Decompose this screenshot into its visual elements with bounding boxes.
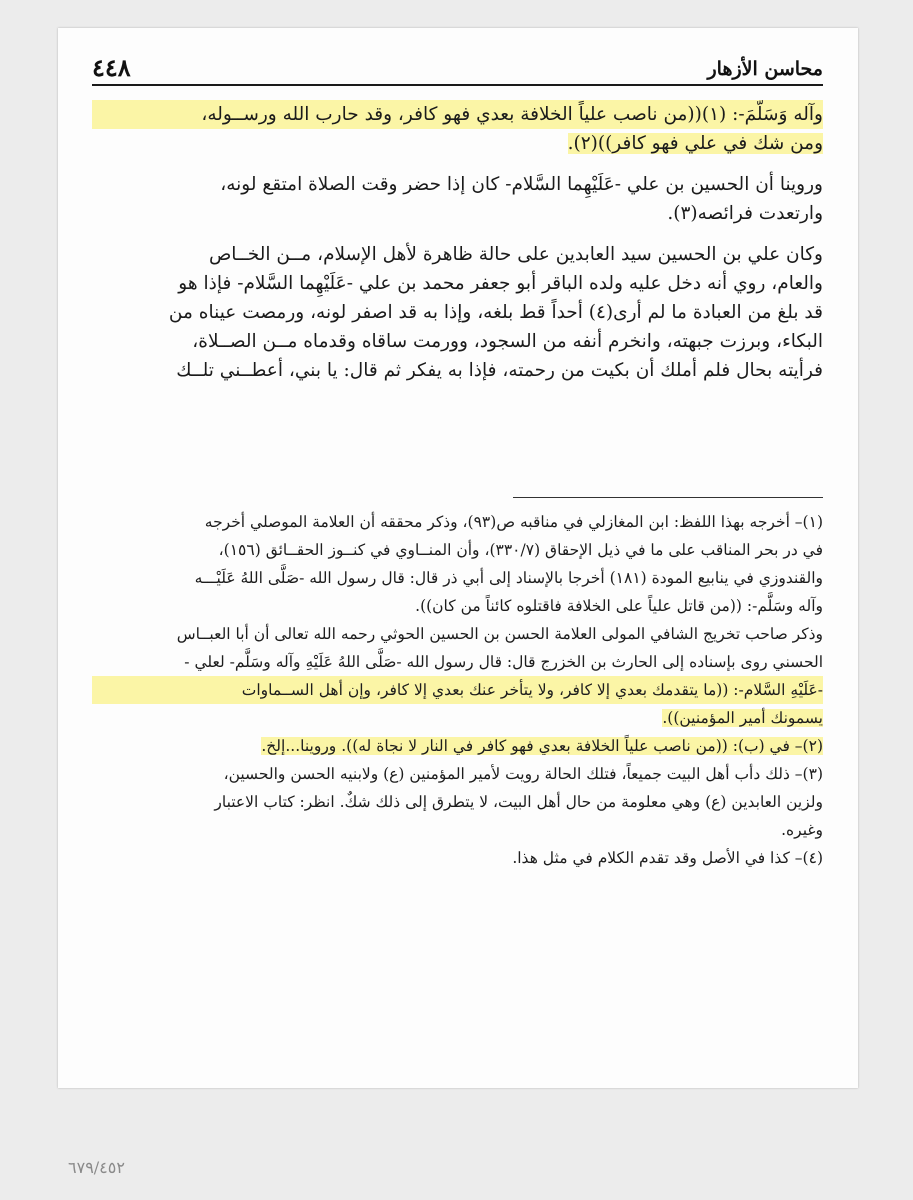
footnote-line-12: وغيره. (781, 821, 823, 839)
footnote-line-11: ولزين العابدين (ع) وهي معلومة من حال أهل البيت، لا يتطرق إلى ذلك شكٌ. انظر: كتاب الاعتبار (214, 793, 823, 811)
footnote-line-8 (92, 704, 823, 732)
body-line-3: وروينا أن الحسين بن علي -عَلَيْهِما السَّلام- كان إذا حضر وقت الصلاة امتقع لونه، (220, 174, 823, 195)
footnote-line-5: وذكر صاحب تخريج الشافي المولى العلامة الحسن بن الحسين الحوثي رحمه الله تعالى أن أبا العبــاس (176, 625, 823, 643)
body-line-2-text: ومن شك في علي فهو كافر))(٢). (567, 133, 823, 154)
footnote-line-2: في در بحر المناقب على ما في ذيل الإحقاق (٣٣٠/٧)، وأن المنــاوي في كنــوز الحقــائق (١٥٦)، (218, 541, 823, 559)
footnote-line-9-text: (٢)– في (ب): ((من ناصب علياً الخلافة بعدي فهو كافر في النار لا نجاة له)). وروينا...إلخ. (261, 737, 823, 755)
page-header (92, 50, 823, 86)
body-line-2 (92, 129, 823, 158)
footnote-line-3: والقندوزي في ينابيع المودة (١٨١) أخرجا بالإسناد إلى أبي ذر قال: قال رسول الله -صَلَّى اللهُ عَلَيْـــه (194, 569, 823, 587)
page-counter: ٦٧٩/٤٥٢ (68, 1158, 125, 1177)
main-text (92, 100, 823, 385)
footnote-line-4: وآله وسَلَّم-: ((من قاتل علياً على الخلافة فاقتلوه كائناً من كان)). (415, 597, 823, 615)
footnote-line-13: (٤)– كذا في الأصل وقد تقدم الكلام في مثل هذا. (512, 849, 823, 867)
body-line-7: قد بلغ من العبادة ما لم أرى(٤) أحداً قط بلغه، وإذا به قد اصفر لونه، ورمصت عيناه من (168, 302, 823, 323)
footnote-separator (513, 497, 823, 498)
footnote-line-10: (٣)– ذلك دأب أهل البيت جميعاً، فتلك الحالة رويت لأمير المؤمنين (ع) ولابنيه الحسن والحسين، (223, 765, 823, 783)
body-line-6: والعام، روي أنه دخل عليه ولده الباقر أبو جعفر محمد بن علي -عَلَيْهِما السَّلام- فإذا هو (178, 273, 823, 294)
page-number: ٤٤٨ (92, 53, 131, 82)
body-line-5: وكان علي بن الحسين سيد العابدين على حالة ظاهرة لأهل الإسلام، مــن الخــاص (208, 244, 823, 265)
body-line-4: وارتعدت فرائصه(٣). (667, 203, 823, 224)
body-line-8: البكاء، وبرزت جبهته، وانخرم أنفه من السجود، وورمت ساقاه وقدماه مــن الصــلاة، (192, 331, 823, 352)
body-line-1: وآله وَسَلَّمَ-: (١)((من ناصب علياً الخلافة بعدي فهو كافر، وقد حارب الله ورســوله، (92, 100, 823, 129)
footnote-line-9 (92, 732, 823, 760)
footnotes (92, 508, 823, 872)
book-title: محاسن الأزهار (707, 58, 823, 80)
footnote-line-7: -عَلَيْهِ السَّلام-: ((ما يتقدمك بعدي إلا كافر، ولا يتأخر عنك بعدي إلا كافر، وإن أهل الســماوات (92, 676, 823, 704)
body-line-9: فرأيته بحال فلم أملك أن بكيت من رحمته، فإذا به يفكر ثم قال: يا بني، أعطــني تلــك (176, 360, 823, 381)
footnote-line-6: الحسني روى بإسناده إلى الحارث بن الخزرج قال: قال رسول الله -صَلَّى اللهُ عَلَيْهِ وآله وسَلَّم- لعلي - (184, 653, 823, 671)
footnote-line-1: (١)– أخرجه بهذا اللفظ: ابن المغازلي في مناقبه ص(٩٣)، وذكر محققه أن العلامة الموصلي أخرجه (204, 513, 823, 531)
footnote-line-8-text: يسمونك أمير المؤمنين)). (662, 709, 823, 727)
